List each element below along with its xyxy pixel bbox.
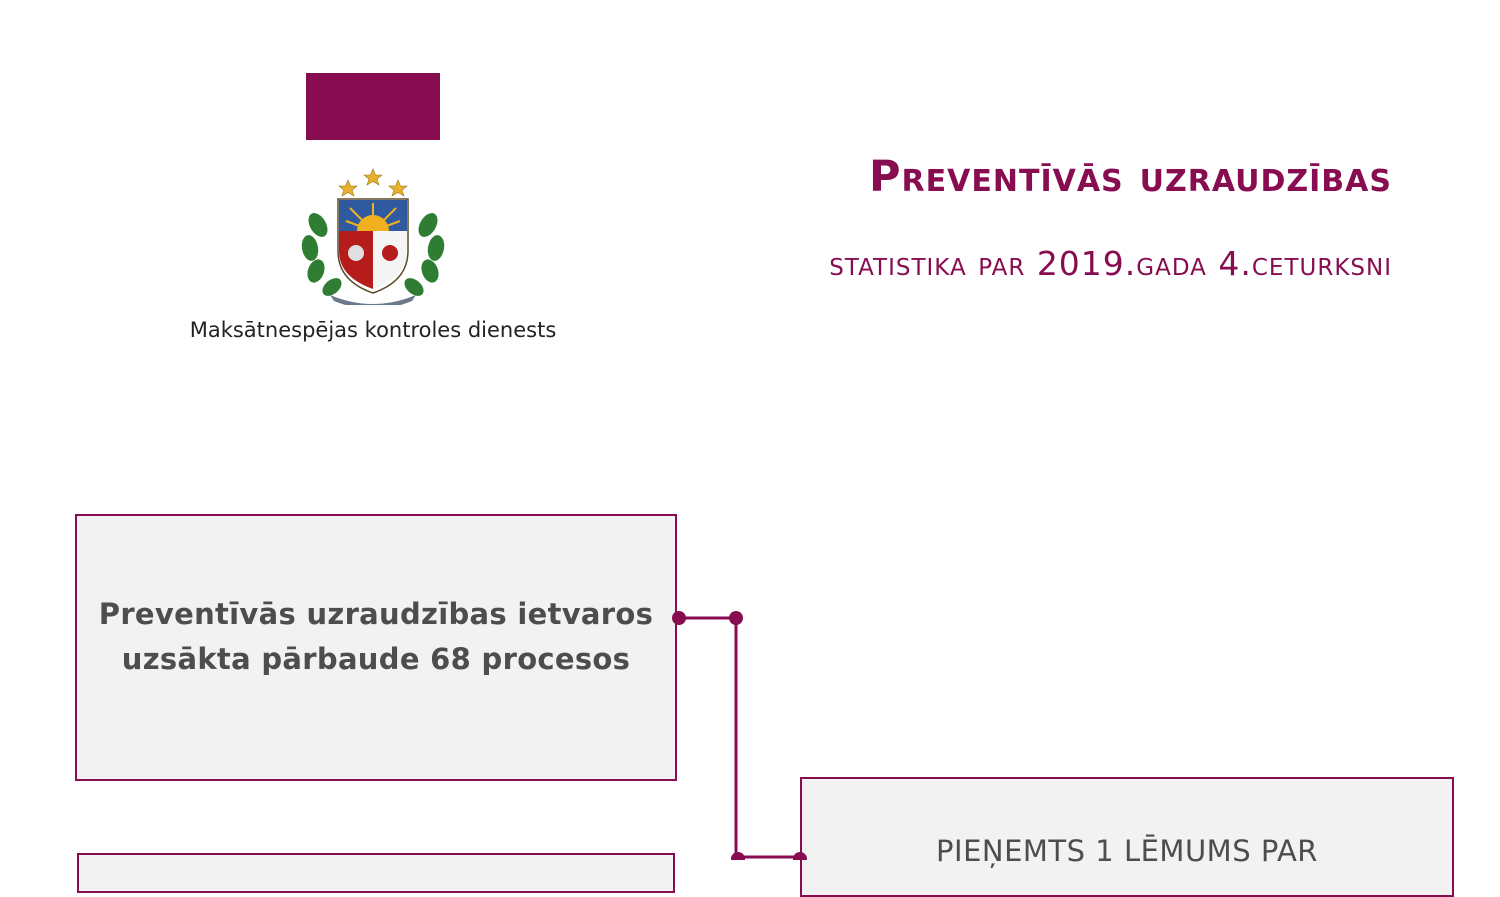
connector-node bbox=[672, 611, 686, 625]
page-title: Preventīvās uzraudzības bbox=[869, 152, 1392, 202]
connector-node bbox=[729, 611, 743, 625]
page-subtitle: statistika par 2019.gada 4.ceturksni bbox=[829, 244, 1392, 283]
connector-node bbox=[731, 852, 745, 860]
flow-box-decision-text: PIEŅEMTS 1 LĒMUMS PAR bbox=[936, 834, 1318, 868]
organization-name: Maksātnespējas kontroles dienests bbox=[189, 318, 557, 342]
flow-box-text: Preventīvās uzraudzības ietvaros uzsākta pārbaude 68 procesos bbox=[98, 597, 654, 676]
connector-node bbox=[793, 852, 807, 860]
